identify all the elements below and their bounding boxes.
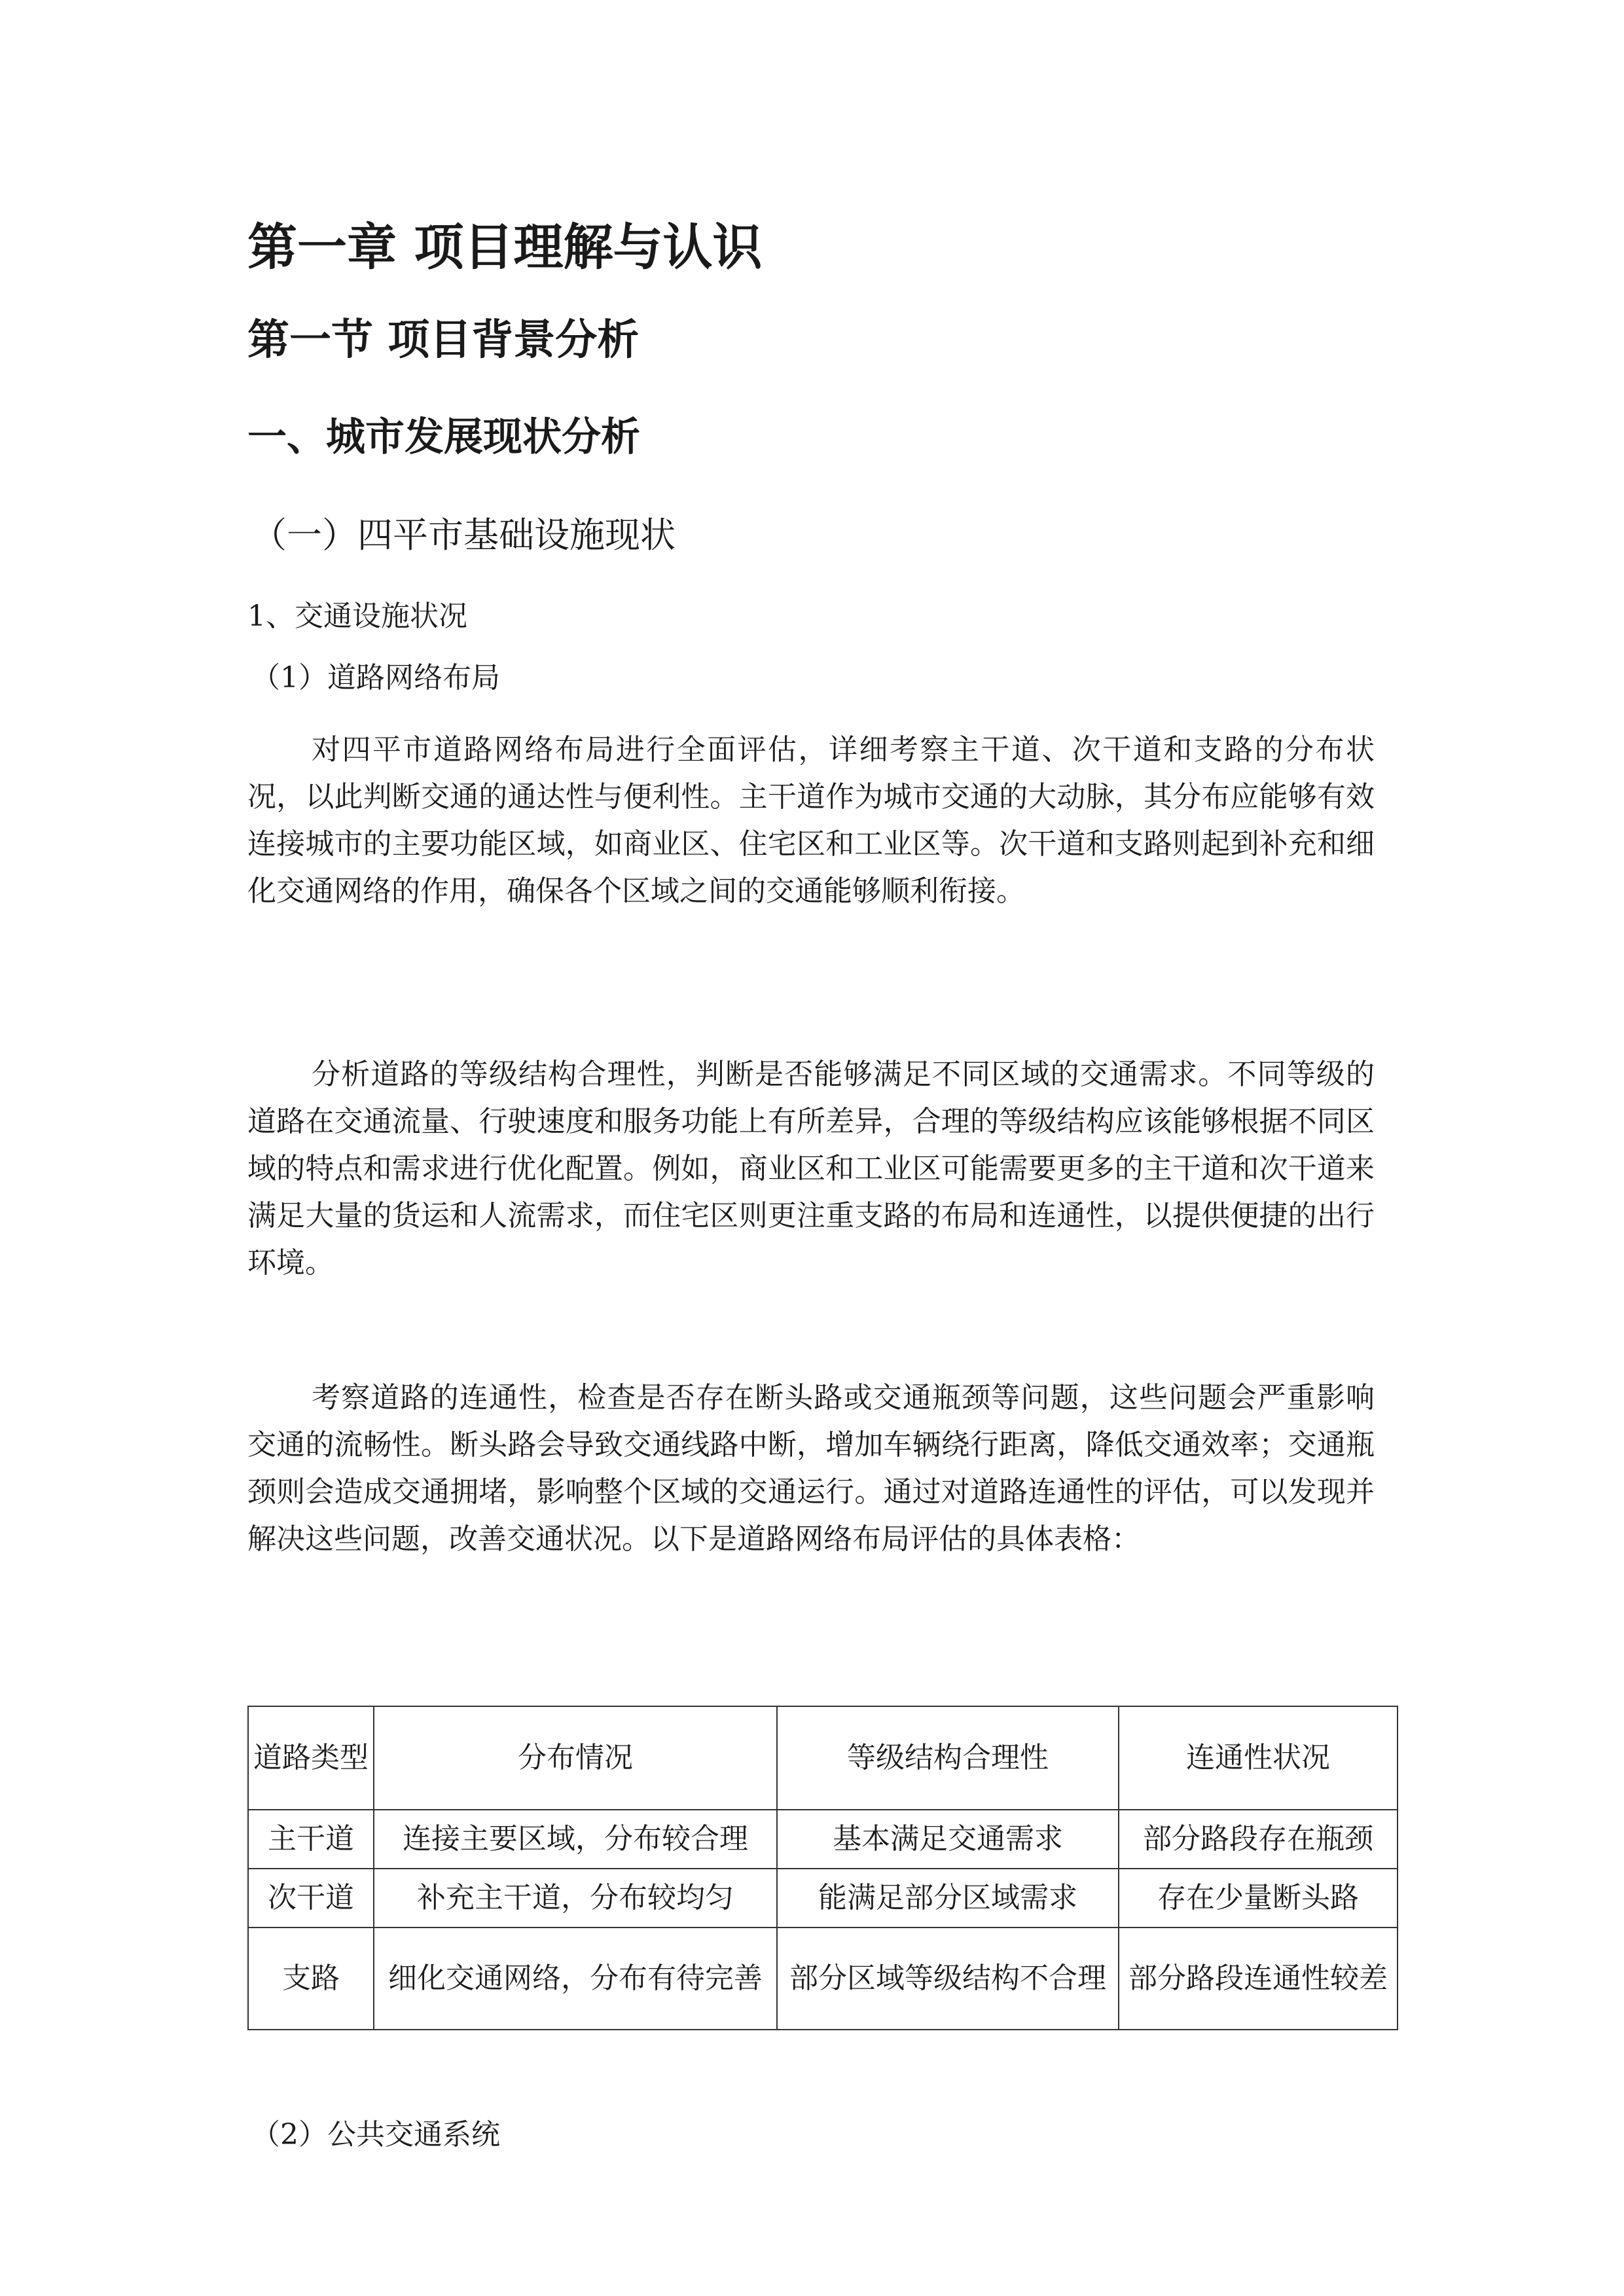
table-cell: 能满足部分区域需求 (777, 1869, 1119, 1928)
table-row (248, 1869, 1398, 1928)
table-header-cell: 连通性状况 (1119, 1706, 1398, 1810)
table-cell: 支路 (248, 1928, 374, 2030)
table-cell: 部分路段连通性较差 (1119, 1928, 1398, 2030)
table-header-cell: 分布情况 (374, 1706, 777, 1810)
table-row (248, 1928, 1398, 2030)
table-cell: 细化交通网络，分布有待完善 (374, 1928, 777, 2030)
table-cell: 主干道 (248, 1810, 374, 1869)
paragraph-grade-structure: 分析道路的等级结构合理性，判断是否能够满足不同区域的交通需求。不同等级的道路在交通流量、行驶速度和服务功能上有所差异，合理的等级结构应该能够根据不同区域的特点和需求进行优化配置。例如，商业区和工业区可能需要更多的主干道和次干道来满足大量的货运和人流需求，而住宅区则更注重支路的布局和连通性，以提供便捷的出行环境。 (247, 1058, 1375, 1280)
item-subtitle: （1）道路网络布局 (251, 661, 500, 694)
next-item-title: （2）公共交通系统 (251, 2118, 500, 2151)
paragraph-connectivity: 考察道路的连通性，检查是否存在断头路或交通瓶颈等问题，这些问题会严重影响交通的流畅性。断头路会导致交通线路中断，增加车辆绕行距离，降低交通效率；交通瓶颈则会造成交通拥堵，影响整个区域的交通运行。通过对道路连通性的评估，可以发现并解决这些问题，改善交通状况。以下是道路网络布局评估的具体表格： (247, 1381, 1375, 1556)
table-cell: 连接主要区域，分布较合理 (374, 1810, 777, 1869)
table-header-row (248, 1706, 1398, 1810)
table-cell: 存在少量断头路 (1119, 1869, 1398, 1928)
section-title: 第一节 项目背景分析 (247, 316, 640, 365)
table-cell: 基本满足交通需求 (777, 1810, 1119, 1869)
table-cell: 次干道 (248, 1869, 374, 1928)
paragraph-road-network: 对四平市道路网络布局进行全面评估，详细考察主干道、次干道和支路的分布状况，以此判断交通的通达性与便利性。主干道作为城市交通的大动脉，其分布应能够有效连接城市的主要功能区域，如商业区、住宅区和工业区等。次干道和支路则起到补充和细化交通网络的作用，确保各个区域之间的交通能够顺利衔接。 (247, 733, 1375, 908)
sub-subsection-title: （一）四平市基础设施现状 (251, 514, 676, 556)
table-header-cell: 等级结构合理性 (777, 1706, 1119, 1810)
road-evaluation-table (247, 1706, 1398, 2030)
table-cell: 部分路段存在瓶颈 (1119, 1810, 1398, 1869)
table-cell: 补充主干道，分布较均匀 (374, 1869, 777, 1928)
item-title: 1、交通设施状况 (247, 600, 467, 633)
subsection-title: 一、城市发展现状分析 (247, 414, 640, 460)
table-cell: 部分区域等级结构不合理 (777, 1928, 1119, 2030)
table-header-cell: 道路类型 (248, 1706, 374, 1810)
table-row (248, 1810, 1398, 1869)
chapter-title: 第一章 项目理解与认识 (247, 218, 763, 276)
